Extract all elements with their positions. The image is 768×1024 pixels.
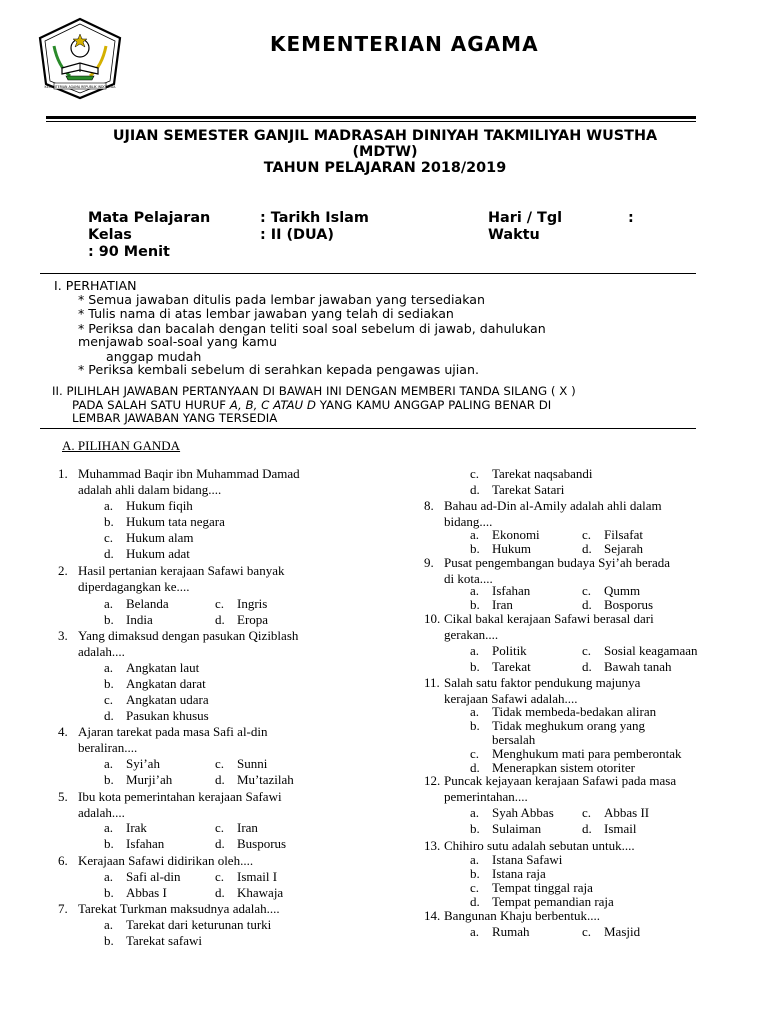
question-number: 9. <box>424 555 434 570</box>
option-text: Tidak meghukum orang yang <box>492 718 645 733</box>
instruction-line <box>72 398 551 412</box>
option-letter: d. <box>104 708 114 723</box>
question-text: diperdagangkan ke.... <box>78 579 190 594</box>
option-letter: a. <box>104 820 114 835</box>
option-letter: d. <box>470 482 480 497</box>
option-text: Tidak membeda-bedakan aliran <box>492 704 657 719</box>
option-text: Masjid <box>604 924 641 939</box>
option-text: Tarekat naqsabandi <box>492 466 593 481</box>
notice-item: * Periksa kembali sebelum di serahkan kepada pengawas ujian. <box>78 362 479 377</box>
option-letter: c. <box>582 527 592 542</box>
option-text: Tarekat <box>492 659 531 674</box>
question-text: Pusat pengembangan budaya Syi’ah berada <box>444 555 670 570</box>
option-letter: a. <box>104 660 114 675</box>
option-letter: b. <box>104 514 114 529</box>
instruction-line: II. PILIHLAH JAWABAN PERTANYAAN DI BAWAH INI DENGAN MEMBERI TANDA SILANG ( X ) <box>52 384 576 398</box>
question-number: 6. <box>58 853 68 868</box>
question-number: 13. <box>424 838 441 853</box>
option-letter: a. <box>104 756 114 771</box>
option-text: Isfahan <box>492 583 531 598</box>
option-text: Ismail <box>604 821 637 836</box>
option-letter: d. <box>582 821 592 836</box>
question-text: Chihiro sutu adalah sebutan untuk.... <box>444 838 635 853</box>
option-letter: d. <box>104 546 114 561</box>
option-text: Hukum tata negara <box>126 514 225 529</box>
option-letter: a. <box>470 583 480 598</box>
question-text: kerajaan Safawi adalah.... <box>444 691 578 706</box>
option-text: Tempat pemandian raja <box>492 894 614 909</box>
option-text: Hukum fiqih <box>126 498 193 513</box>
option-text: Sosial keagamaan <box>604 643 698 658</box>
option-text: Istana raja <box>492 866 546 881</box>
option-letter: b. <box>104 676 114 691</box>
option-text: Angkatan laut <box>126 660 200 675</box>
notice-item: anggap mudah <box>106 349 202 364</box>
option-text: Khawaja <box>237 885 284 900</box>
question-number: 10. <box>424 611 441 626</box>
question-number: 1. <box>58 466 68 481</box>
option-text: Safi al-din <box>126 869 181 884</box>
question-number: 3. <box>58 628 68 643</box>
question-number: 7. <box>58 901 68 916</box>
option-text: Sejarah <box>604 541 643 556</box>
time-value: : 90 Menit <box>88 244 170 260</box>
question-text: Yang dimaksud dengan pasukan Qiziblash <box>78 628 299 643</box>
class-label: Kelas <box>88 227 132 243</box>
option-text: Abbas II <box>604 805 650 820</box>
option-text: Ekonomi <box>492 527 540 542</box>
question-text: adalah ahli dalam bidang.... <box>78 482 222 497</box>
option-letter: b. <box>470 866 480 881</box>
option-letter: c. <box>215 596 225 611</box>
question-text: Cikal bakal kerajaan Safawi berasal dari <box>444 611 654 626</box>
notice-item: * Semua jawaban ditulis pada lembar jawaban yang tersediakan <box>78 292 485 307</box>
option-text: Belanda <box>126 596 169 611</box>
question-text: adalah.... <box>78 644 125 659</box>
question-number: 12. <box>424 773 441 788</box>
option-text: Tarekat dari keturunan turki <box>126 917 272 932</box>
question-text: Ibu kota pemerintahan kerajaan Safawi <box>78 789 282 804</box>
day-label: Hari / Tgl <box>488 210 563 226</box>
option-letter: b. <box>104 933 114 948</box>
option-letter: d. <box>470 760 480 775</box>
option-text: Murji’ah <box>126 772 173 787</box>
option-letter: c. <box>215 869 225 884</box>
question-text: Puncak kejayaan kerajaan Safawi pada masa <box>444 773 677 788</box>
option-text: Mu’tazilah <box>237 772 294 787</box>
question-text: pemerintahan.... <box>444 789 528 804</box>
question-text: Ajaran tarekat pada masa Safi al-din <box>78 724 268 739</box>
notice-item: * Tulis nama di atas lembar jawaban yang telah di sediakan <box>78 306 454 321</box>
option-text: Bawah tanah <box>604 659 672 674</box>
ministry-logo <box>36 16 124 100</box>
option-letter: b. <box>470 821 480 836</box>
divider <box>40 428 696 429</box>
option-letter: c. <box>582 805 592 820</box>
option-text: Rumah <box>492 924 530 939</box>
option-text: Menerapkan sistem otoriter <box>492 760 635 775</box>
option-text: Syi’ah <box>126 756 160 771</box>
option-letter: d. <box>215 612 225 627</box>
question-text: Bangunan Khaju berbentuk.... <box>444 908 600 923</box>
option-letter: d. <box>215 885 225 900</box>
option-text: Sunni <box>237 756 268 771</box>
header-rule-thin <box>46 121 696 122</box>
option-letter: c. <box>104 692 114 707</box>
option-text: Tempat tinggal raja <box>492 880 593 895</box>
option-text: bersalah <box>492 732 536 747</box>
option-letter: b. <box>104 836 114 851</box>
option-text: Busporus <box>237 836 287 851</box>
option-letter: d. <box>470 894 480 909</box>
option-letter: d. <box>582 597 592 612</box>
question-text: bidang.... <box>444 514 493 529</box>
option-text: Iran <box>492 597 513 612</box>
option-text: Qumm <box>604 583 641 598</box>
option-letter: d. <box>582 541 592 556</box>
option-letter: b. <box>470 597 480 612</box>
option-text: Hukum adat <box>126 546 190 561</box>
option-letter: a. <box>470 527 480 542</box>
divider <box>40 273 696 274</box>
option-text: Politik <box>492 643 527 658</box>
option-text: Ismail I <box>237 869 278 884</box>
subject-label: Mata Pelajaran <box>88 210 211 226</box>
option-letter: c. <box>582 643 592 658</box>
option-text: Istana Safawi <box>492 852 563 867</box>
option-letter: a. <box>470 704 480 719</box>
option-letter: b. <box>470 659 480 674</box>
header-rule-thick <box>46 116 696 119</box>
notice-item: * Periksa dan bacalah dengan teliti soal soal sebelum di jawab, dahulukan <box>78 321 546 336</box>
option-text: Angkatan darat <box>126 676 206 691</box>
option-letter: c. <box>470 880 480 895</box>
option-text: Bosporus <box>604 597 654 612</box>
option-letter: b. <box>470 718 480 733</box>
option-letter: a. <box>470 643 480 658</box>
subject-value: : Tarikh Islam <box>260 210 369 226</box>
option-letter: a. <box>470 924 480 939</box>
option-text: Angkatan udara <box>126 692 209 707</box>
agency-title: KEMENTERIAN AGAMA <box>270 32 539 56</box>
option-text: Hukum <box>492 541 531 556</box>
question-text: gerakan.... <box>444 627 499 642</box>
option-letter: c. <box>104 530 114 545</box>
option-letter: c. <box>582 583 592 598</box>
exam-title: UJIAN SEMESTER GANJIL MADRASAH DINIYAH TAKMILIYAH WUSTHA (MDTW) TAHUN PELAJARAN 2018/2019 <box>112 128 658 176</box>
option-letter: a. <box>470 852 480 867</box>
question-number: 14. <box>424 908 441 923</box>
option-text: Tarekat safawi <box>126 933 202 948</box>
instruction-line: LEMBAR JAWABAN YANG TERSEDIA <box>72 411 278 425</box>
question-number: 11. <box>424 675 440 690</box>
option-text: Syah Abbas <box>492 805 554 820</box>
option-text: Irak <box>126 820 147 835</box>
question-text: beraliran.... <box>78 740 138 755</box>
option-text: Hukum alam <box>126 530 194 545</box>
question-text: Kerajaan Safawi didirikan oleh.... <box>78 853 254 868</box>
option-text: Filsafat <box>604 527 643 542</box>
option-text: Isfahan <box>126 836 165 851</box>
question-number: 5. <box>58 789 68 804</box>
option-letter: c. <box>470 746 480 761</box>
option-letter: b. <box>104 772 114 787</box>
option-letter: b. <box>470 541 480 556</box>
question-text: Tarekat Turkman maksudnya adalah.... <box>78 901 280 916</box>
option-letter: d. <box>215 772 225 787</box>
option-letter: c. <box>215 820 225 835</box>
question-text: di kota.... <box>444 571 493 586</box>
option-text: Eropa <box>237 612 269 627</box>
option-letter: a. <box>104 498 114 513</box>
question-text: Bahau ad-Din al-Amily adalah ahli dalam <box>444 498 662 513</box>
svg-text:KEMENTERIAN AGAMA REPUBLIK IND: KEMENTERIAN AGAMA REPUBLIK INDONESIA <box>44 85 116 89</box>
option-text: Tarekat Satari <box>492 482 565 497</box>
question-number: 8. <box>424 498 434 513</box>
question-number: 2. <box>58 563 68 578</box>
option-letter: d. <box>215 836 225 851</box>
question-text: Muhammad Baqir ibn Muhammad Damad <box>78 466 300 481</box>
question-text: adalah.... <box>78 805 125 820</box>
option-letter: c. <box>582 924 592 939</box>
option-text: Abbas I <box>126 885 167 900</box>
time-label: Waktu <box>488 227 540 243</box>
option-letter: a. <box>104 596 114 611</box>
option-letter: b. <box>104 885 114 900</box>
option-text: Menghukum mati para pemberontak <box>492 746 682 761</box>
option-letter: d. <box>582 659 592 674</box>
option-text: Ingris <box>237 596 268 611</box>
option-letter: c. <box>215 756 225 771</box>
question-text: Hasil pertanian kerajaan Safawi banyak <box>78 563 285 578</box>
question-text: Salah satu faktor pendukung majunya <box>444 675 641 690</box>
option-text: Iran <box>237 820 258 835</box>
option-letter: a. <box>470 805 480 820</box>
option-letter: a. <box>104 869 114 884</box>
section-heading: A. PILIHAN GANDA <box>62 438 181 453</box>
option-letter: c. <box>470 466 480 481</box>
instruction-text: PADA SALAH SATU HURUF A, B, C ATAU D YANG KAMU ANGGAP PALING BENAR DI <box>72 398 552 412</box>
option-letter: a. <box>104 917 114 932</box>
option-letter: b. <box>104 612 114 627</box>
question-number: 4. <box>58 724 68 739</box>
notice-title: I. PERHATIAN <box>54 278 137 293</box>
option-text: Sulaiman <box>492 821 542 836</box>
option-text: India <box>126 612 153 627</box>
notice-item: menjawab soal-soal yang kamu <box>78 334 277 349</box>
option-text: Pasukan khusus <box>126 708 209 723</box>
class-value: : II (DUA) <box>260 227 334 243</box>
day-colon: : <box>628 210 634 226</box>
